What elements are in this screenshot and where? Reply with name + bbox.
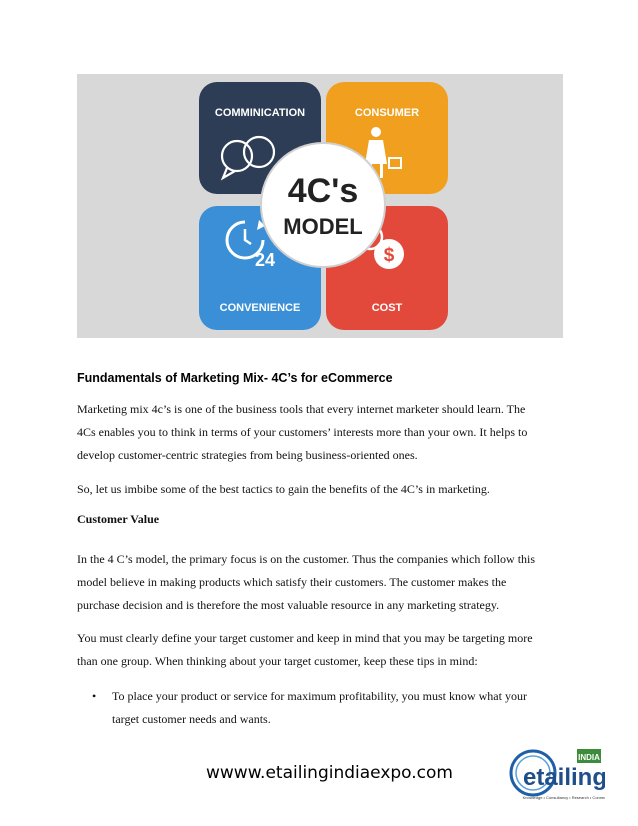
define-line: You must clearly define your target customer and keep in mind that you may be targeting more <box>77 631 533 645</box>
intro-paragraph <box>77 398 567 467</box>
footer-url-link[interactable]: wwww.etailingindiaexpo.com <box>206 763 453 783</box>
target-customer-paragraph <box>77 627 567 673</box>
cost-label: COST <box>371 302 403 314</box>
bullet-line: To place your product or service for maximum profitability, you must know what your <box>112 689 527 703</box>
center-subtitle: MODEL <box>283 214 363 239</box>
customer-value-heading: Customer Value <box>77 512 160 526</box>
center-title: 4C's <box>287 172 359 210</box>
communication-label: COMMINICATION <box>214 107 306 119</box>
4cs-model-image <box>77 74 563 338</box>
logo-badge: INDIA <box>578 753 600 762</box>
tactics-paragraph <box>77 478 567 501</box>
logo-wordmark: etailing <box>522 764 605 791</box>
intro-line: 4Cs enables you to think in terms of your customers’ interests more than your own. It helps to <box>77 425 528 439</box>
logo-tagline: Knowledge • Consultancy • Research • Connect <box>522 795 605 800</box>
article-heading: Fundamentals of Marketing Mix- 4C’s for eCommerce <box>77 371 393 385</box>
etailing-logo <box>505 743 605 807</box>
convenience-label: CONVENIENCE <box>219 302 301 314</box>
customer-value-paragraph <box>77 548 567 617</box>
bullet-dot: • <box>92 689 97 703</box>
consumer-label: CONSUMER <box>354 107 420 119</box>
bullet-text <box>112 685 527 731</box>
value-line: model believe in making products which satisfy their customers. The customer makes the <box>77 575 507 589</box>
svg-text:$: $ <box>383 245 395 266</box>
define-line: than one group. When thinking about your target customer, keep these tips in mind: <box>77 654 478 668</box>
intro-line: develop customer-centric strategies from being business-oriented ones. <box>77 448 418 462</box>
tactics-line: So, let us imbibe some of the best tactics to gain the benefits of the 4C’s in marketing. <box>77 482 490 496</box>
bullet-line: target customer needs and wants. <box>112 712 271 726</box>
4cs-model-graphic <box>77 74 563 338</box>
clock-24-number: 24 <box>254 250 276 270</box>
intro-line: Marketing mix 4c’s is one of the business tools that every internet marketer should learn. The <box>77 402 526 416</box>
value-line: In the 4 C’s model, the primary focus is on the customer. Thus the companies which follow this <box>77 552 536 566</box>
value-line: purchase decision and is therefore the most valuable resource in any marketing strategy. <box>77 598 500 612</box>
